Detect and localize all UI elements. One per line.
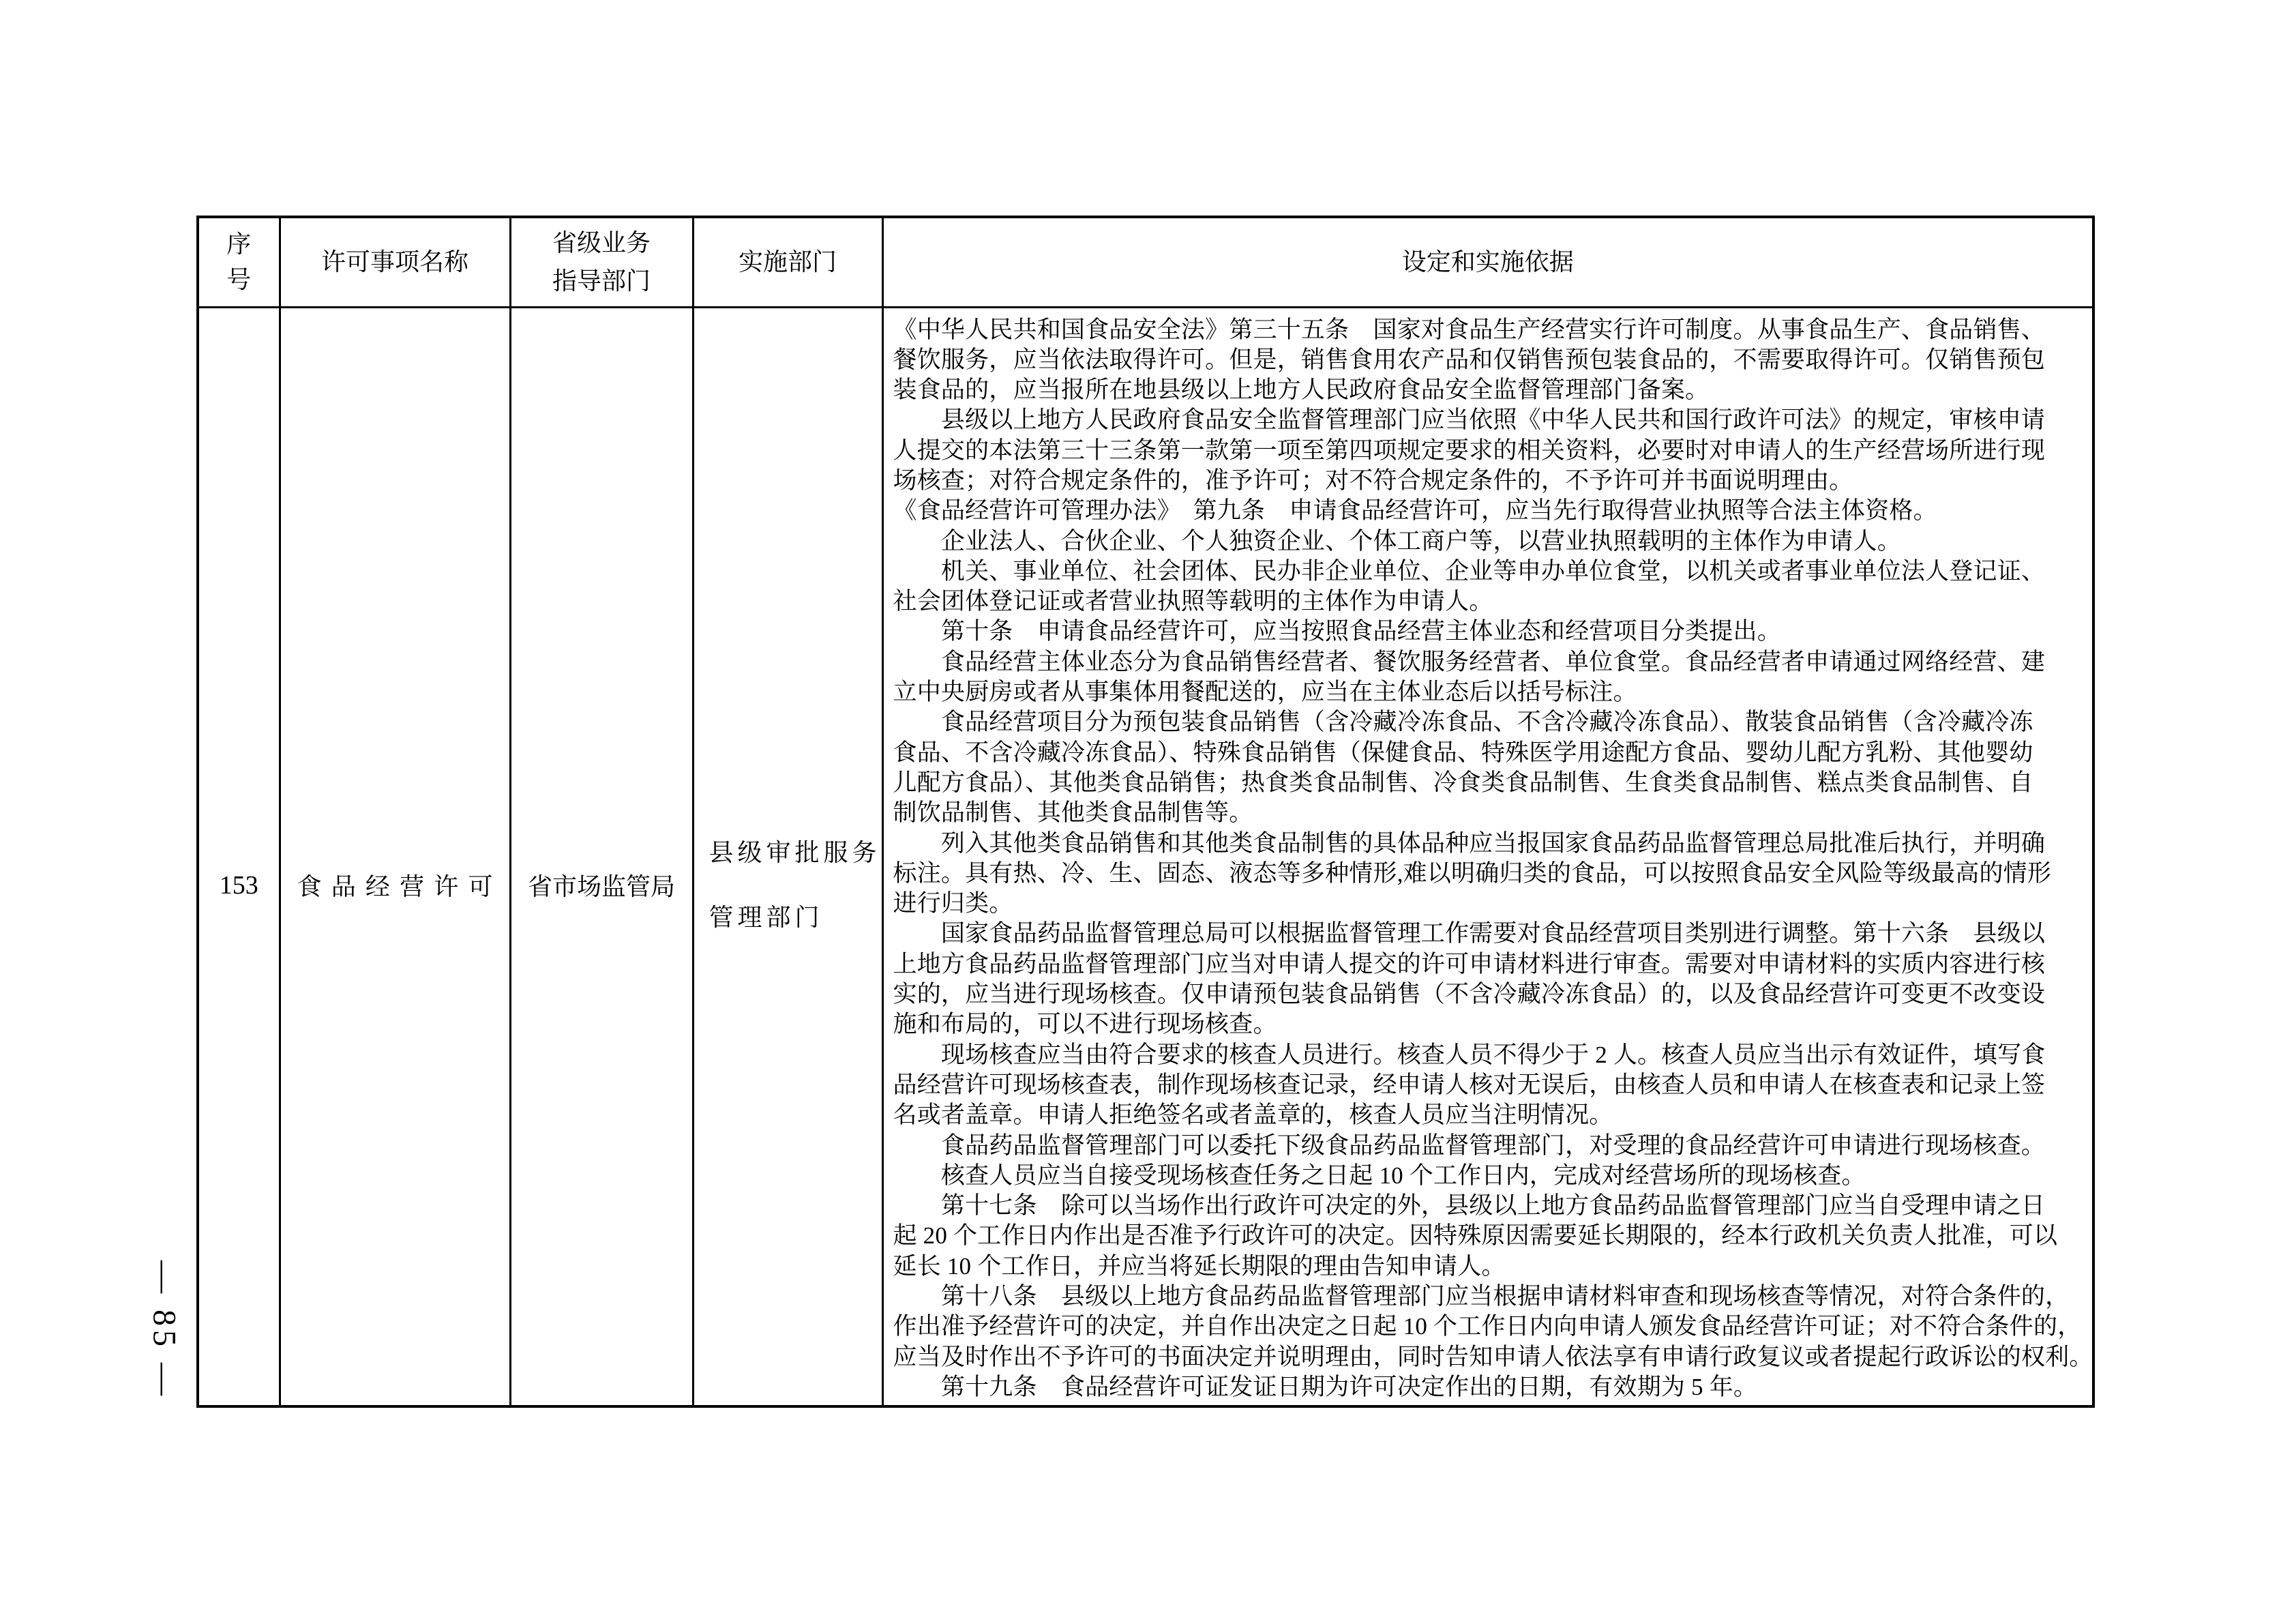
legal-basis-line: 施和布局的，可以不进行现场核查。 <box>893 1011 1277 1038</box>
cell-provincial-guidance-dept <box>510 307 693 1406</box>
legal-basis-line: 立中央厨房或者从事集体用餐配送的，应当在主体业态后以括号标注。 <box>893 679 1637 706</box>
cell-implementing-dept <box>693 307 882 1406</box>
legal-basis-line: 进行归类。 <box>893 890 1013 917</box>
header-implementing-dept-label: 实施部门 <box>738 248 837 276</box>
legal-basis-line: 制饮品制售、其他类食品制售等。 <box>893 799 1253 827</box>
legal-basis-line: 作出准予经营许可的决定，并自作出决定之日起 10 个工作日内向申请人颁发食品经营许可证；对不符合条件的， <box>893 1313 2082 1340</box>
legal-basis-line: 企业法人、合伙企业、个人独资企业、个体工商户等，以营业执照载明的主体作为申请人。 <box>893 527 1901 555</box>
permit-items-table <box>196 216 2095 1408</box>
permit-item-name-value: 食品经营许可 <box>297 873 493 901</box>
header-permit-item-name <box>280 217 510 307</box>
legal-basis-line: 起 20 个工作日内作出是否准予行政许可的决定。因特殊原因需要延长期限的，经本行政机关负责人批准，可以 <box>893 1222 2058 1250</box>
header-serial-number <box>198 217 280 307</box>
legal-basis-line: 装食品的，应当报所在地县级以上地方人民政府食品安全监督管理部门备案。 <box>893 377 1710 404</box>
legal-basis-line: 县级以上地方人民政府食品安全监督管理部门应当依照《中华人民共和国行政许可法》的规定，审核申请 <box>893 407 2046 434</box>
legal-basis-line: 人提交的本法第三十三条第一款第一项至第四项规定要求的相关资料，必要时对申请人的生产经营场所进行现 <box>893 437 2046 464</box>
header-provincial-guidance-dept <box>510 217 693 307</box>
legal-basis-line: 应当及时作出不予许可的书面决定并说明理由，同时告知申请人依法享有申请行政复议或者提起行政诉讼的权利。 <box>893 1343 2093 1370</box>
header-permit-item-name-label: 许可事项名称 <box>320 248 468 276</box>
legal-basis-line: 食品药品监督管理部门可以委托下级食品药品监督管理部门，对受理的食品经营许可申请进行现场核查。 <box>893 1132 2046 1159</box>
legal-basis-line: 实的，应当进行现场核查。仅申请预包装食品销售（不含冷藏冷冻食品）的，以及食品经营许可变更不改变设 <box>893 981 2046 1008</box>
header-implementing-dept <box>693 217 882 307</box>
legal-basis-line: 国家食品药品监督管理总局可以根据监督管理工作需要对食品经营项目类别进行调整。第十六条 县级以 <box>893 920 2046 947</box>
page-number: — 85 — <box>146 1260 183 1400</box>
implementing-dept-value: 县级审批服务管理部门 <box>709 838 881 931</box>
header-provincial-guidance-dept-label: 省级业务指导部门 <box>552 229 651 295</box>
legal-basis-text <box>884 308 2093 1403</box>
header-legal-basis <box>882 217 2093 307</box>
legal-basis-line: 品经营许可现场核查表，制作现场核查记录，经申请人核对无误后，由核查人员和申请人在核查表和记录上签 <box>893 1071 2046 1098</box>
legal-basis-line: 《食品经营许可管理办法》 第九条 申请食品经营许可，应当先行取得营业执照等合法主体资格。 <box>893 497 1937 525</box>
cell-serial-number <box>198 307 280 1406</box>
legal-basis-line: 餐饮服务，应当依法取得许可。但是，销售食用农产品和仅销售预包装食品的，不需要取得许可。仅销售预包 <box>893 346 2046 373</box>
legal-basis-line: 社会团体登记证或者营业执照等载明的主体作为申请人。 <box>893 588 1493 615</box>
cell-legal-basis <box>882 307 2093 1406</box>
cell-permit-item-name <box>280 307 510 1406</box>
legal-basis-line: 第十八条 县级以上地方食品药品监督管理部门应当根据申请材料审查和现场核查等情况，对符合条件的， <box>893 1283 2070 1310</box>
legal-basis-line: 第十七条 除可以当场作出行政许可决定的外，县级以上地方食品药品监督管理部门应当自受理申请之日 <box>893 1192 2046 1220</box>
serial-number-value: 153 <box>219 870 258 900</box>
legal-basis-line: 机关、事业单位、社会团体、民办非企业单位、企业等申办单位食堂，以机关或者事业单位法人登记证、 <box>893 557 2046 585</box>
legal-basis-line: 第十九条 食品经营许可证发证日期为许可决定作出的日期，有效期为 5 年。 <box>893 1373 1758 1400</box>
legal-basis-line: 《中华人民共和国食品安全法》第三十五条 国家对食品生产经营实行许可制度。从事食品生产、食品销售、 <box>893 316 2046 343</box>
legal-basis-line: 第十条 申请食品经营许可，应当按照食品经营主体业态和经营项目分类提出。 <box>893 618 1781 645</box>
legal-basis-line: 名或者盖章。申请人拒绝签名或者盖章的，核查人员应当注明情况。 <box>893 1102 1613 1129</box>
legal-basis-line: 现场核查应当由符合要求的核查人员进行。核查人员不得少于 2 人。核查人员应当出示有效证件，填写食 <box>893 1041 2046 1068</box>
legal-basis-line: 上地方食品药品监督管理部门应当对申请人提交的许可申请材料进行审查。需要对申请材料的实质内容进行核 <box>893 950 2046 977</box>
legal-basis-line: 列入其他类食品销售和其他类食品制售的具体品种应当报国家食品药品监督管理总局批准后执行，并明确 <box>893 829 2046 857</box>
legal-basis-line: 食品、不含冷藏冷冻食品）、特殊食品销售（保健食品、特殊医学用途配方食品、婴幼儿配方乳粉、其他婴幼 <box>893 739 2033 766</box>
legal-basis-line: 标注。具有热、冷、生、固态、液态等多种情形,难以明确归类的食品，可以按照食品安全风险等级最高的情形 <box>893 859 2052 887</box>
legal-basis-line: 食品经营项目分为预包装食品销售（含冷藏冷冻食品、不含冷藏冷冻食品）、散装食品销售（含冷藏冷冻 <box>893 709 2033 736</box>
table-header-row <box>198 217 2093 307</box>
legal-basis-line: 延长 10 个工作日，并应当将延长期限的理由告知申请人。 <box>893 1252 1506 1280</box>
header-serial-number-label: 序号 <box>226 231 252 294</box>
header-legal-basis-label: 设定和实施依据 <box>1401 248 1574 276</box>
legal-basis-line: 场核查；对符合规定条件的，准予许可；对不符合规定条件的，不予许可并书面说明理由。 <box>893 467 1853 494</box>
legal-basis-line: 核查人员应当自接受现场核查任务之日起 10 个工作日内，完成对经营场所的现场核查。 <box>893 1162 1866 1189</box>
legal-basis-line: 食品经营主体业态分为食品销售经营者、餐饮服务经营者、单位食堂。食品经营者申请通过网络经营、建 <box>893 648 2046 675</box>
legal-basis-line: 儿配方食品）、其他类食品销售；热食类食品制售、冷食类食品制售、生食类食品制售、糕点类食品制售、自 <box>893 769 2033 796</box>
table-row <box>198 307 2093 1406</box>
provincial-guidance-dept-value: 省市场监管局 <box>527 873 675 901</box>
